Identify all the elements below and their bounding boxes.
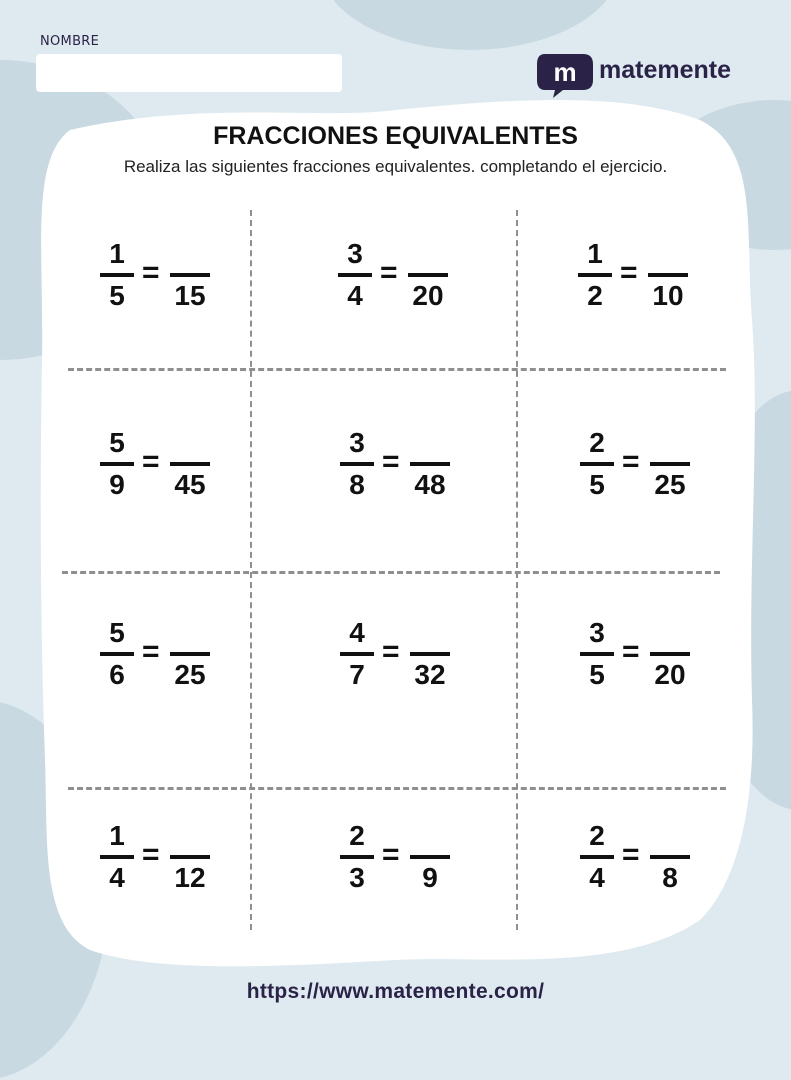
footer-url[interactable]: https://www.matemente.com/ (246, 980, 545, 1003)
given-fraction (580, 425, 614, 503)
target-fraction (170, 818, 210, 896)
equals-sign: = (622, 635, 640, 668)
target-denominator: 20 (412, 280, 444, 311)
fraction-bar (580, 462, 614, 466)
denominator: 4 (347, 280, 363, 311)
given-fraction (100, 615, 134, 693)
answer-blank[interactable] (410, 425, 450, 461)
answer-blank[interactable] (170, 818, 210, 854)
answer-blank[interactable] (650, 818, 690, 854)
equals-sign: = (382, 445, 400, 478)
numerator: 3 (589, 617, 605, 648)
fraction-bar (410, 462, 450, 466)
denominator: 4 (109, 862, 125, 893)
equals-sign: = (622, 445, 640, 478)
exercise (100, 615, 250, 695)
exercise (340, 425, 490, 505)
numerator: 3 (347, 238, 363, 269)
equals-sign: = (142, 445, 160, 478)
exercise (578, 236, 728, 316)
fraction-bar (410, 855, 450, 859)
fraction-bar (340, 462, 374, 466)
target-fraction (170, 615, 210, 693)
denominator: 4 (589, 862, 605, 893)
exercise (580, 425, 730, 505)
answer-blank[interactable] (170, 425, 210, 461)
answer-blank[interactable] (410, 615, 450, 651)
numerator: 3 (349, 427, 365, 458)
target-fraction (650, 818, 690, 896)
answer-blank[interactable] (648, 236, 688, 272)
denominator: 5 (109, 280, 125, 311)
equals-sign: = (382, 635, 400, 668)
fraction-bar (650, 462, 690, 466)
answer-blank[interactable] (170, 236, 210, 272)
denominator: 8 (349, 469, 365, 500)
fraction-bar (170, 652, 210, 656)
exercise (580, 818, 730, 898)
target-fraction (170, 425, 210, 503)
given-fraction (578, 236, 612, 314)
fraction-bar (100, 855, 134, 859)
fraction-bar (650, 652, 690, 656)
denominator: 3 (349, 862, 365, 893)
logo-text: matemente (599, 56, 731, 84)
given-fraction (100, 425, 134, 503)
fraction-bar (170, 462, 210, 466)
column-divider-1 (250, 210, 252, 930)
fraction-bar (338, 273, 372, 277)
target-denominator: 8 (662, 862, 678, 893)
denominator: 5 (589, 659, 605, 690)
numerator: 2 (589, 820, 605, 851)
exercise (340, 615, 490, 695)
denominator: 7 (349, 659, 365, 690)
fraction-bar (410, 652, 450, 656)
target-denominator: 15 (174, 280, 206, 311)
fraction-bar (580, 855, 614, 859)
given-fraction (580, 615, 614, 693)
fraction-bar (650, 855, 690, 859)
numerator: 5 (109, 427, 125, 458)
equals-sign: = (620, 256, 638, 289)
target-denominator: 10 (652, 280, 684, 311)
column-divider-2 (516, 210, 518, 930)
given-fraction (340, 425, 374, 503)
target-denominator: 20 (654, 659, 686, 690)
target-fraction (650, 615, 690, 693)
given-fraction (340, 615, 374, 693)
row-divider-2 (62, 571, 720, 574)
target-fraction (410, 818, 450, 896)
equals-sign: = (142, 838, 160, 871)
target-denominator: 45 (174, 469, 206, 500)
row-divider-1 (68, 368, 726, 371)
equals-sign: = (380, 256, 398, 289)
target-fraction (410, 615, 450, 693)
fraction-bar (100, 273, 134, 277)
answer-blank[interactable] (650, 615, 690, 651)
denominator: 6 (109, 659, 125, 690)
given-fraction (100, 236, 134, 314)
target-fraction (648, 236, 688, 314)
answer-blank[interactable] (408, 236, 448, 272)
numerator: 4 (349, 617, 365, 648)
target-denominator: 25 (654, 469, 686, 500)
name-label: NOMBRE (40, 34, 100, 49)
numerator: 1 (109, 820, 125, 851)
fraction-bar (408, 273, 448, 277)
equals-sign: = (622, 838, 640, 871)
denominator: 5 (589, 469, 605, 500)
exercise (100, 818, 250, 898)
exercise (580, 615, 730, 695)
target-denominator: 9 (422, 862, 438, 893)
numerator: 1 (109, 238, 125, 269)
exercise (100, 236, 250, 316)
exercise (338, 236, 488, 316)
row-divider-3 (68, 787, 726, 790)
equals-sign: = (142, 256, 160, 289)
denominator: 2 (587, 280, 603, 311)
fraction-bar (578, 273, 612, 277)
answer-blank[interactable] (170, 615, 210, 651)
answer-blank[interactable] (410, 818, 450, 854)
fraction-bar (100, 652, 134, 656)
given-fraction (338, 236, 372, 314)
instructions: Realiza las siguientes fracciones equivalentes. completando el ejercicio. (123, 157, 668, 176)
numerator: 5 (109, 617, 125, 648)
target-fraction (410, 425, 450, 503)
fraction-bar (170, 855, 210, 859)
fraction-bar (580, 652, 614, 656)
given-fraction (100, 818, 134, 896)
target-fraction (408, 236, 448, 314)
given-fraction (580, 818, 614, 896)
exercise (100, 425, 250, 505)
target-denominator: 12 (174, 862, 206, 893)
target-denominator: 32 (414, 659, 446, 690)
equals-sign: = (382, 838, 400, 871)
numerator: 2 (589, 427, 605, 458)
target-fraction (650, 425, 690, 503)
target-denominator: 25 (174, 659, 206, 690)
target-denominator: 48 (414, 469, 446, 500)
numerator: 2 (349, 820, 365, 851)
given-fraction (340, 818, 374, 896)
worksheet-title: FRACCIONES EQUIVALENTES (213, 122, 578, 150)
fraction-bar (340, 855, 374, 859)
equals-sign: = (142, 635, 160, 668)
answer-blank[interactable] (650, 425, 690, 461)
fraction-bar (100, 462, 134, 466)
numerator: 1 (587, 238, 603, 269)
target-fraction (170, 236, 210, 314)
fraction-bar (170, 273, 210, 277)
fraction-bar (340, 652, 374, 656)
fraction-bar (648, 273, 688, 277)
logo-mark: m (553, 57, 577, 87)
exercise (340, 818, 490, 898)
denominator: 9 (109, 469, 125, 500)
